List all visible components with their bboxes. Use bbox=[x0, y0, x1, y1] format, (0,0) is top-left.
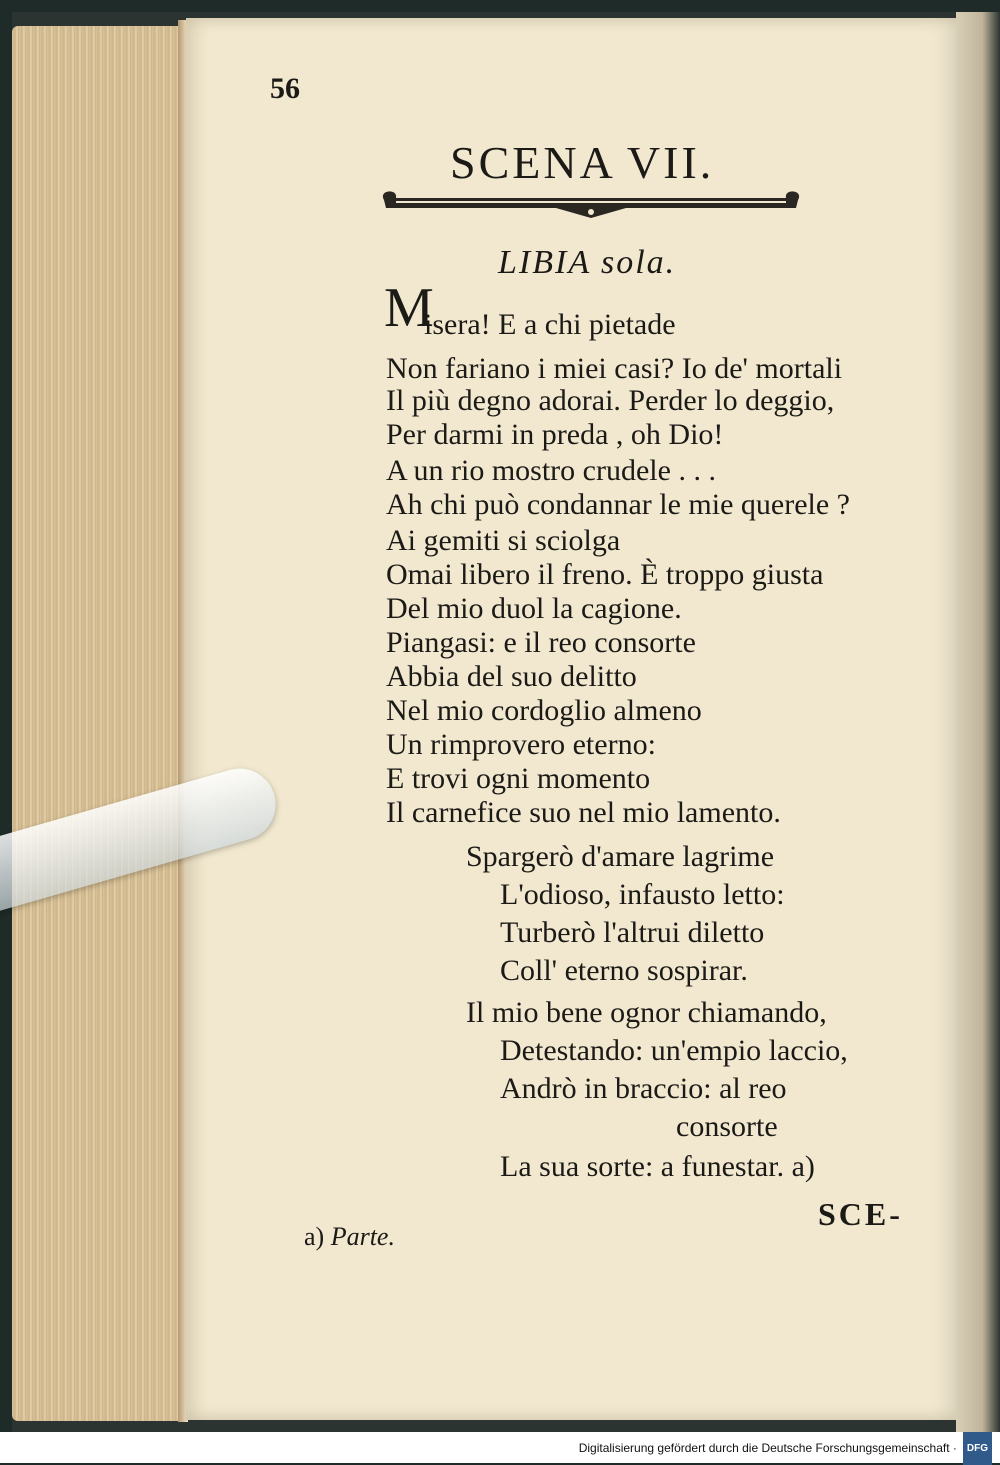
recitative-line: Piangasi: e il reo consorte bbox=[386, 626, 696, 659]
credit-text: Digitalisierung gefördert durch die Deutsche Forschungsgemeinschaft · bbox=[578, 1440, 957, 1455]
catchword: SCE- bbox=[818, 1196, 903, 1232]
drop-initial: M bbox=[384, 277, 434, 339]
recitative-line: Per darmi in preda , oh Dio! bbox=[386, 418, 724, 451]
recitative-line: Un rimprovero eterno: bbox=[386, 728, 656, 761]
recitative-line: Nel mio cordoglio almeno bbox=[386, 694, 702, 727]
recitative-line: A un rio mostro crudele . . . bbox=[386, 454, 716, 487]
footnote-text: Parte. bbox=[330, 1222, 395, 1251]
aria-line: Andrò in braccio: al reo bbox=[500, 1072, 787, 1105]
recitative-line: isera! E a chi pietade bbox=[424, 308, 676, 341]
recitative-line: Ai gemiti si sciolga bbox=[386, 524, 621, 557]
credit-bar bbox=[0, 1432, 1000, 1463]
recitative-line: Ah chi può condannar le mie querele ? bbox=[386, 488, 850, 521]
aria-line: consorte bbox=[676, 1110, 778, 1143]
page-number: 56 bbox=[270, 72, 300, 105]
recitative-line: Del mio duol la cagione. bbox=[386, 592, 682, 625]
aria-line: Spargerò d'amare lagrime bbox=[466, 840, 775, 873]
recitative-line: Abbia del suo delitto bbox=[386, 660, 637, 693]
recitative-line: Il più degno adorai. Perder lo deggio, bbox=[386, 384, 835, 417]
aria-line: L'odioso, infausto letto: bbox=[500, 878, 785, 911]
page-stack bbox=[12, 26, 180, 1421]
aria-line: Il mio bene ognor chiamando, bbox=[466, 996, 827, 1029]
footnote-mark: a) bbox=[304, 1222, 325, 1251]
facing-page-edge bbox=[956, 12, 1000, 1432]
aria-line: La sua sorte: a funestar. a) bbox=[500, 1150, 815, 1183]
footnote bbox=[304, 1222, 395, 1252]
recitative-line: Non fariano i miei casi? Io de' mortali bbox=[386, 352, 843, 385]
aria-line: Detestando: un'empio laccio, bbox=[500, 1034, 848, 1067]
aria-line: Turberò l'altrui diletto bbox=[500, 916, 765, 949]
recitative-line: Il carnefice suo nel mio lamento. bbox=[386, 796, 781, 829]
dfg-logo-icon: DFG bbox=[963, 1432, 992, 1465]
aria-line: Coll' eterno sospirar. bbox=[500, 954, 748, 987]
recitative-line: Omai libero il freno. È troppo giusta bbox=[386, 558, 824, 591]
speaker-heading: LIBIA sola. bbox=[498, 244, 677, 281]
title-ornament bbox=[376, 186, 806, 220]
recitative-line: E trovi ogni momento bbox=[386, 762, 651, 795]
scene-title: SCENA VII. bbox=[450, 137, 715, 188]
